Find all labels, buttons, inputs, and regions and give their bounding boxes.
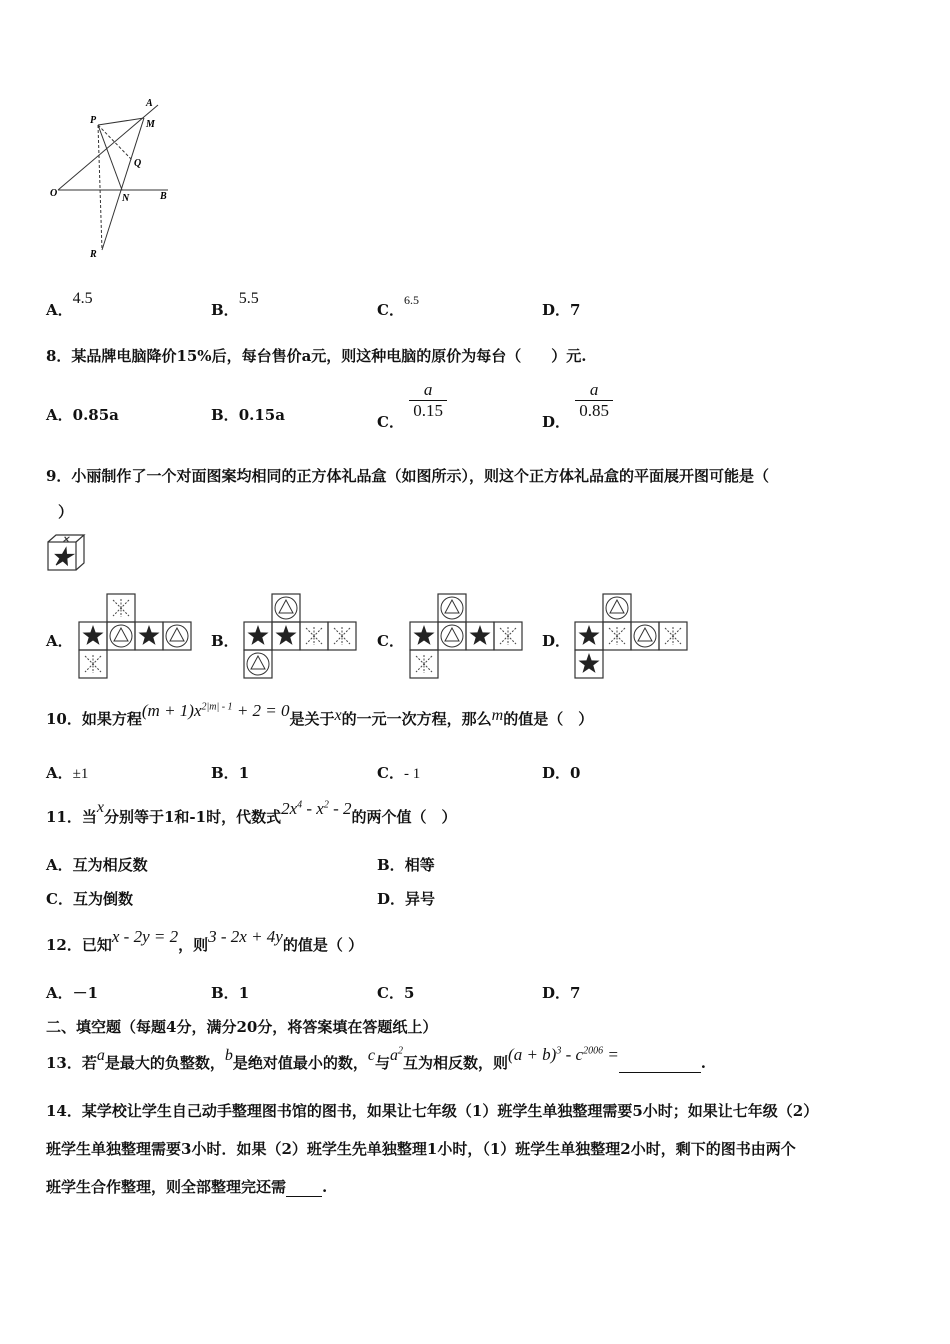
cross-face [107,594,135,622]
q7-option-a[interactable]: A．4.5 [46,290,93,319]
star-icon [83,625,104,645]
q13-stem: 13．若a是最大的负整数，b是绝对值最小的数，c与$a^2$互为相反数，则$(a + b)^3 - c^{2006}$ = . [46,1045,707,1072]
cross-icon [609,627,625,645]
cross-icon: ⨯ [62,534,70,544]
triangle-icon [251,656,265,669]
label-q: Q [134,158,142,169]
q14-answer-blank[interactable] [286,1178,322,1197]
q8-option-d[interactable]: D． $\frac{a}{0.85}$ [542,380,613,421]
cube-image [46,533,88,573]
q11-stem: 11．当x分别等于1和-1时，代数式$2x^4 - x^2 - 2$的两个值（ ） [46,799,457,826]
q7-option-d[interactable]: D．7 [542,301,581,319]
line-pr [98,125,102,250]
q7-option-c[interactable]: C．$^{6.5}$ [377,293,419,319]
triangle-circle-face [603,594,631,622]
triangle-icon [638,628,652,641]
star-icon [248,625,269,645]
q11-option-b[interactable]: B．相等 [377,856,435,874]
star-icon [470,625,491,645]
star-face [575,650,603,678]
star-icon [579,653,600,673]
cross-icon [85,655,101,673]
triangle-circle-face [163,622,191,650]
q14-line1: 14．某学校让学生自己动手整理图书馆的图书，如果让七年级（1）班学生单独整理需要5小时；如果让七年级（2） [46,1102,819,1120]
q12-stem: 12．已知x - 2y = 2，则3 - 2x + 4y的值是（ ） [46,927,364,954]
q9-option-a-label[interactable]: A． [46,632,73,650]
label-n: N [122,193,130,204]
label-r: R [90,249,97,260]
q8-option-c[interactable]: C． $\frac{a}{0.15}$ [377,380,447,421]
q14-line2: 班学生单独整理需要3小时．如果（2）班学生先单独整理1小时，（1）班学生单独整理2小时，剩下的图书由两个 [46,1140,796,1158]
q9-option-b-label[interactable]: B． [211,632,239,650]
q8-option-b[interactable]: B．0.15a [211,406,285,424]
q13-answer-blank[interactable] [619,1054,701,1073]
q10-option-d[interactable]: D．0 [542,764,581,782]
triangle-circle-face [631,622,659,650]
star-face [79,622,107,650]
q10-option-b[interactable]: B．1 [211,764,250,782]
star-face [575,622,603,650]
star-face [410,622,438,650]
triangle-icon [610,600,624,613]
net-d[interactable] [573,592,691,682]
triangle-icon [114,628,128,641]
label-b: B [160,191,167,202]
cross-icon [113,599,129,617]
triangle-icon [445,628,459,641]
label-m: M [146,119,155,130]
q11-option-d[interactable]: D．异号 [377,890,436,908]
q9-option-c-label[interactable]: C． [377,632,404,650]
triangle-circle-face [244,650,272,678]
cross-icon [500,627,516,645]
q12-option-d[interactable]: D．7 [542,984,581,1002]
q10-option-a[interactable]: A．±1 [46,764,89,782]
cross-face [410,650,438,678]
star-face [244,622,272,650]
line-pm [98,118,144,125]
q11-option-c[interactable]: C．互为倒数 [46,890,133,908]
cross-face [603,622,631,650]
q8-option-a[interactable]: A．0.85a [46,406,119,424]
line-pn [98,125,122,190]
line-rm [102,118,144,250]
cross-icon [306,627,322,645]
star-face [466,622,494,650]
triangle-circle-face [438,594,466,622]
q9-stem-line1: 9．小丽制作了一个对面图案均相同的正方体礼品盒（如图所示），则这个正方体礼品盒的平面展开图可能是（ [46,467,769,485]
cross-face [494,622,522,650]
q10-option-c[interactable]: C．- 1 [377,764,421,782]
section2-title: 二、填空题（每题4分，满分20分，将答案填在答题纸上） [46,1018,438,1036]
q7-option-b[interactable]: B．5.5 [211,290,259,319]
star-face [135,622,163,650]
triangle-icon [445,600,459,613]
q10-stem: 10．如果方程$(m + 1)x^{2|m| - 1} + 2 = 0$是关于x的一元一次方程，那么m的值是（ ） [46,701,594,728]
triangle-circle-face [107,622,135,650]
label-a: A [146,98,153,109]
q9-option-d-label[interactable]: D． [542,632,571,650]
star-icon [139,625,160,645]
q12-option-c[interactable]: C．5 [377,984,415,1002]
star-icon: ★ [51,545,73,571]
cross-face [79,650,107,678]
q11-option-a[interactable]: A．互为相反数 [46,856,148,874]
cross-icon [334,627,350,645]
cross-icon [665,627,681,645]
net-a[interactable] [77,592,195,682]
cross-face [659,622,687,650]
cross-face [300,622,328,650]
star-icon [579,625,600,645]
triangle-icon [170,628,184,641]
geometry-figure [40,95,180,265]
q9-stem-line2: ） [58,503,74,521]
star-icon [276,625,297,645]
q12-option-a[interactable]: A．－1 [46,984,99,1002]
fraction: $\frac{a}{0.15}$ [409,380,447,421]
star-face [272,622,300,650]
triangle-circle-face [438,622,466,650]
q13-expression: $(a + b)^3 - c^{2006}$ = [508,1045,619,1064]
fraction: $\frac{a}{0.85}$ [575,380,613,421]
net-b[interactable] [242,592,360,682]
q10-equation: $(m + 1)x^{2|m| - 1} + 2 = 0$ [141,701,290,720]
q14-line3: 班学生合作整理，则全部整理完还需 . [46,1178,328,1196]
cross-icon [416,655,432,673]
triangle-circle-face [272,594,300,622]
q11-expression: $2x^4 - x^2 - 2$ [281,799,352,818]
line-pq [98,125,132,160]
net-c[interactable] [408,592,526,682]
label-o: O [50,188,58,199]
star-icon [414,625,435,645]
cross-face [328,622,356,650]
q8-stem: 8．某品牌电脑降价15%后，每台售价a元，则这种电脑的原价为每台（ ）元. [46,347,587,365]
q12-option-b[interactable]: B．1 [211,984,250,1002]
label-p: P [90,115,97,126]
triangle-icon [279,600,293,613]
